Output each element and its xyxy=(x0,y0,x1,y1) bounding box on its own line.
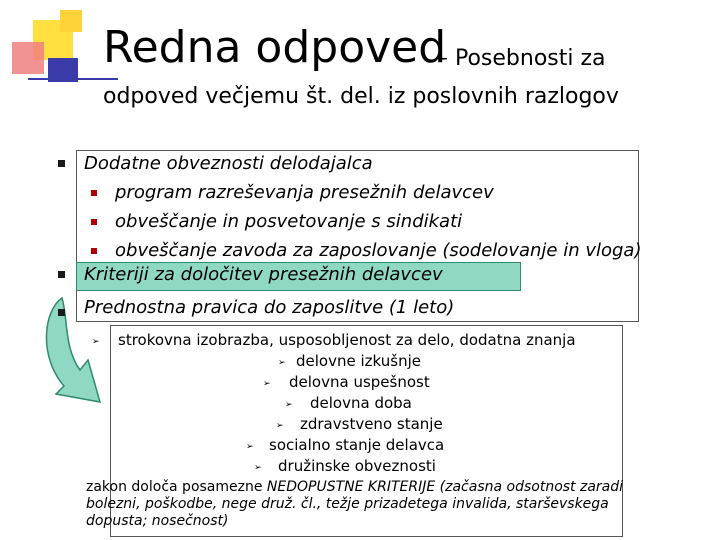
criteria-item: delovne izkušnje xyxy=(296,352,421,370)
slide-title: Redna odpoved xyxy=(103,22,447,73)
law-note-rest: (začasna odsotnost zaradi bolezni, poškodbe, nege druž. čl., težje prizadetega invalida, starševskega dopusta; nosečnost) xyxy=(86,479,624,529)
criteria-item: zdravstveno stanje xyxy=(300,415,443,433)
criteria-item: delovna uspešnost xyxy=(289,373,430,391)
slide-title-suffix: – Posebnosti za xyxy=(437,46,606,71)
square-bullet-icon xyxy=(58,160,65,167)
arrowhead-bullet-icon: ➢ xyxy=(246,442,254,452)
bullet-criteria: Kriteriji za določitev presežnih delavcev xyxy=(84,264,443,285)
square-bullet-icon xyxy=(91,219,97,225)
slide-title-line2: odpoved večjemu št. del. iz poslovnih razlogov xyxy=(103,84,619,109)
law-note-prefix: zakon določa posamezne xyxy=(86,479,267,495)
bullet-obligations: Dodatne obveznosti delodajalca xyxy=(84,153,373,174)
criteria-item: delovna doba xyxy=(310,394,412,412)
square-bullet-icon xyxy=(91,248,97,254)
arrowhead-bullet-icon: ➢ xyxy=(285,400,293,410)
sub-bullet-program: program razreševanja presežnih delavcev xyxy=(115,182,494,203)
logo-line xyxy=(28,78,118,80)
criteria-item: družinske obveznosti xyxy=(278,457,436,475)
arrowhead-bullet-icon: ➢ xyxy=(254,463,262,473)
sub-bullet-employment-office: obveščanje zavoda za zaposlovanje (sodelovanje in vloga) xyxy=(115,240,642,261)
law-note xyxy=(86,479,626,530)
arrowhead-bullet-icon: ➢ xyxy=(92,337,100,347)
square-bullet-icon xyxy=(58,309,65,316)
square-bullet-icon xyxy=(58,271,65,278)
arrowhead-bullet-icon: ➢ xyxy=(278,358,286,368)
logo-red-square xyxy=(12,42,44,74)
square-bullet-icon xyxy=(91,190,97,196)
bullet-priority-right: Prednostna pravica do zaposlitve (1 leto) xyxy=(84,297,455,318)
arrowhead-bullet-icon: ➢ xyxy=(263,379,271,389)
logo-yellow-small-square xyxy=(60,10,82,32)
criteria-item: strokovna izobrazba, usposobljenost za delo, dodatna znanja xyxy=(118,331,576,349)
arrowhead-bullet-icon: ➢ xyxy=(276,421,284,431)
criteria-item: socialno stanje delavca xyxy=(269,436,445,454)
sub-bullet-union: obveščanje in posvetovanje s sindikati xyxy=(115,211,463,232)
law-note-emphasis: NEDOPUSTNE KRITERIJE xyxy=(266,479,436,495)
